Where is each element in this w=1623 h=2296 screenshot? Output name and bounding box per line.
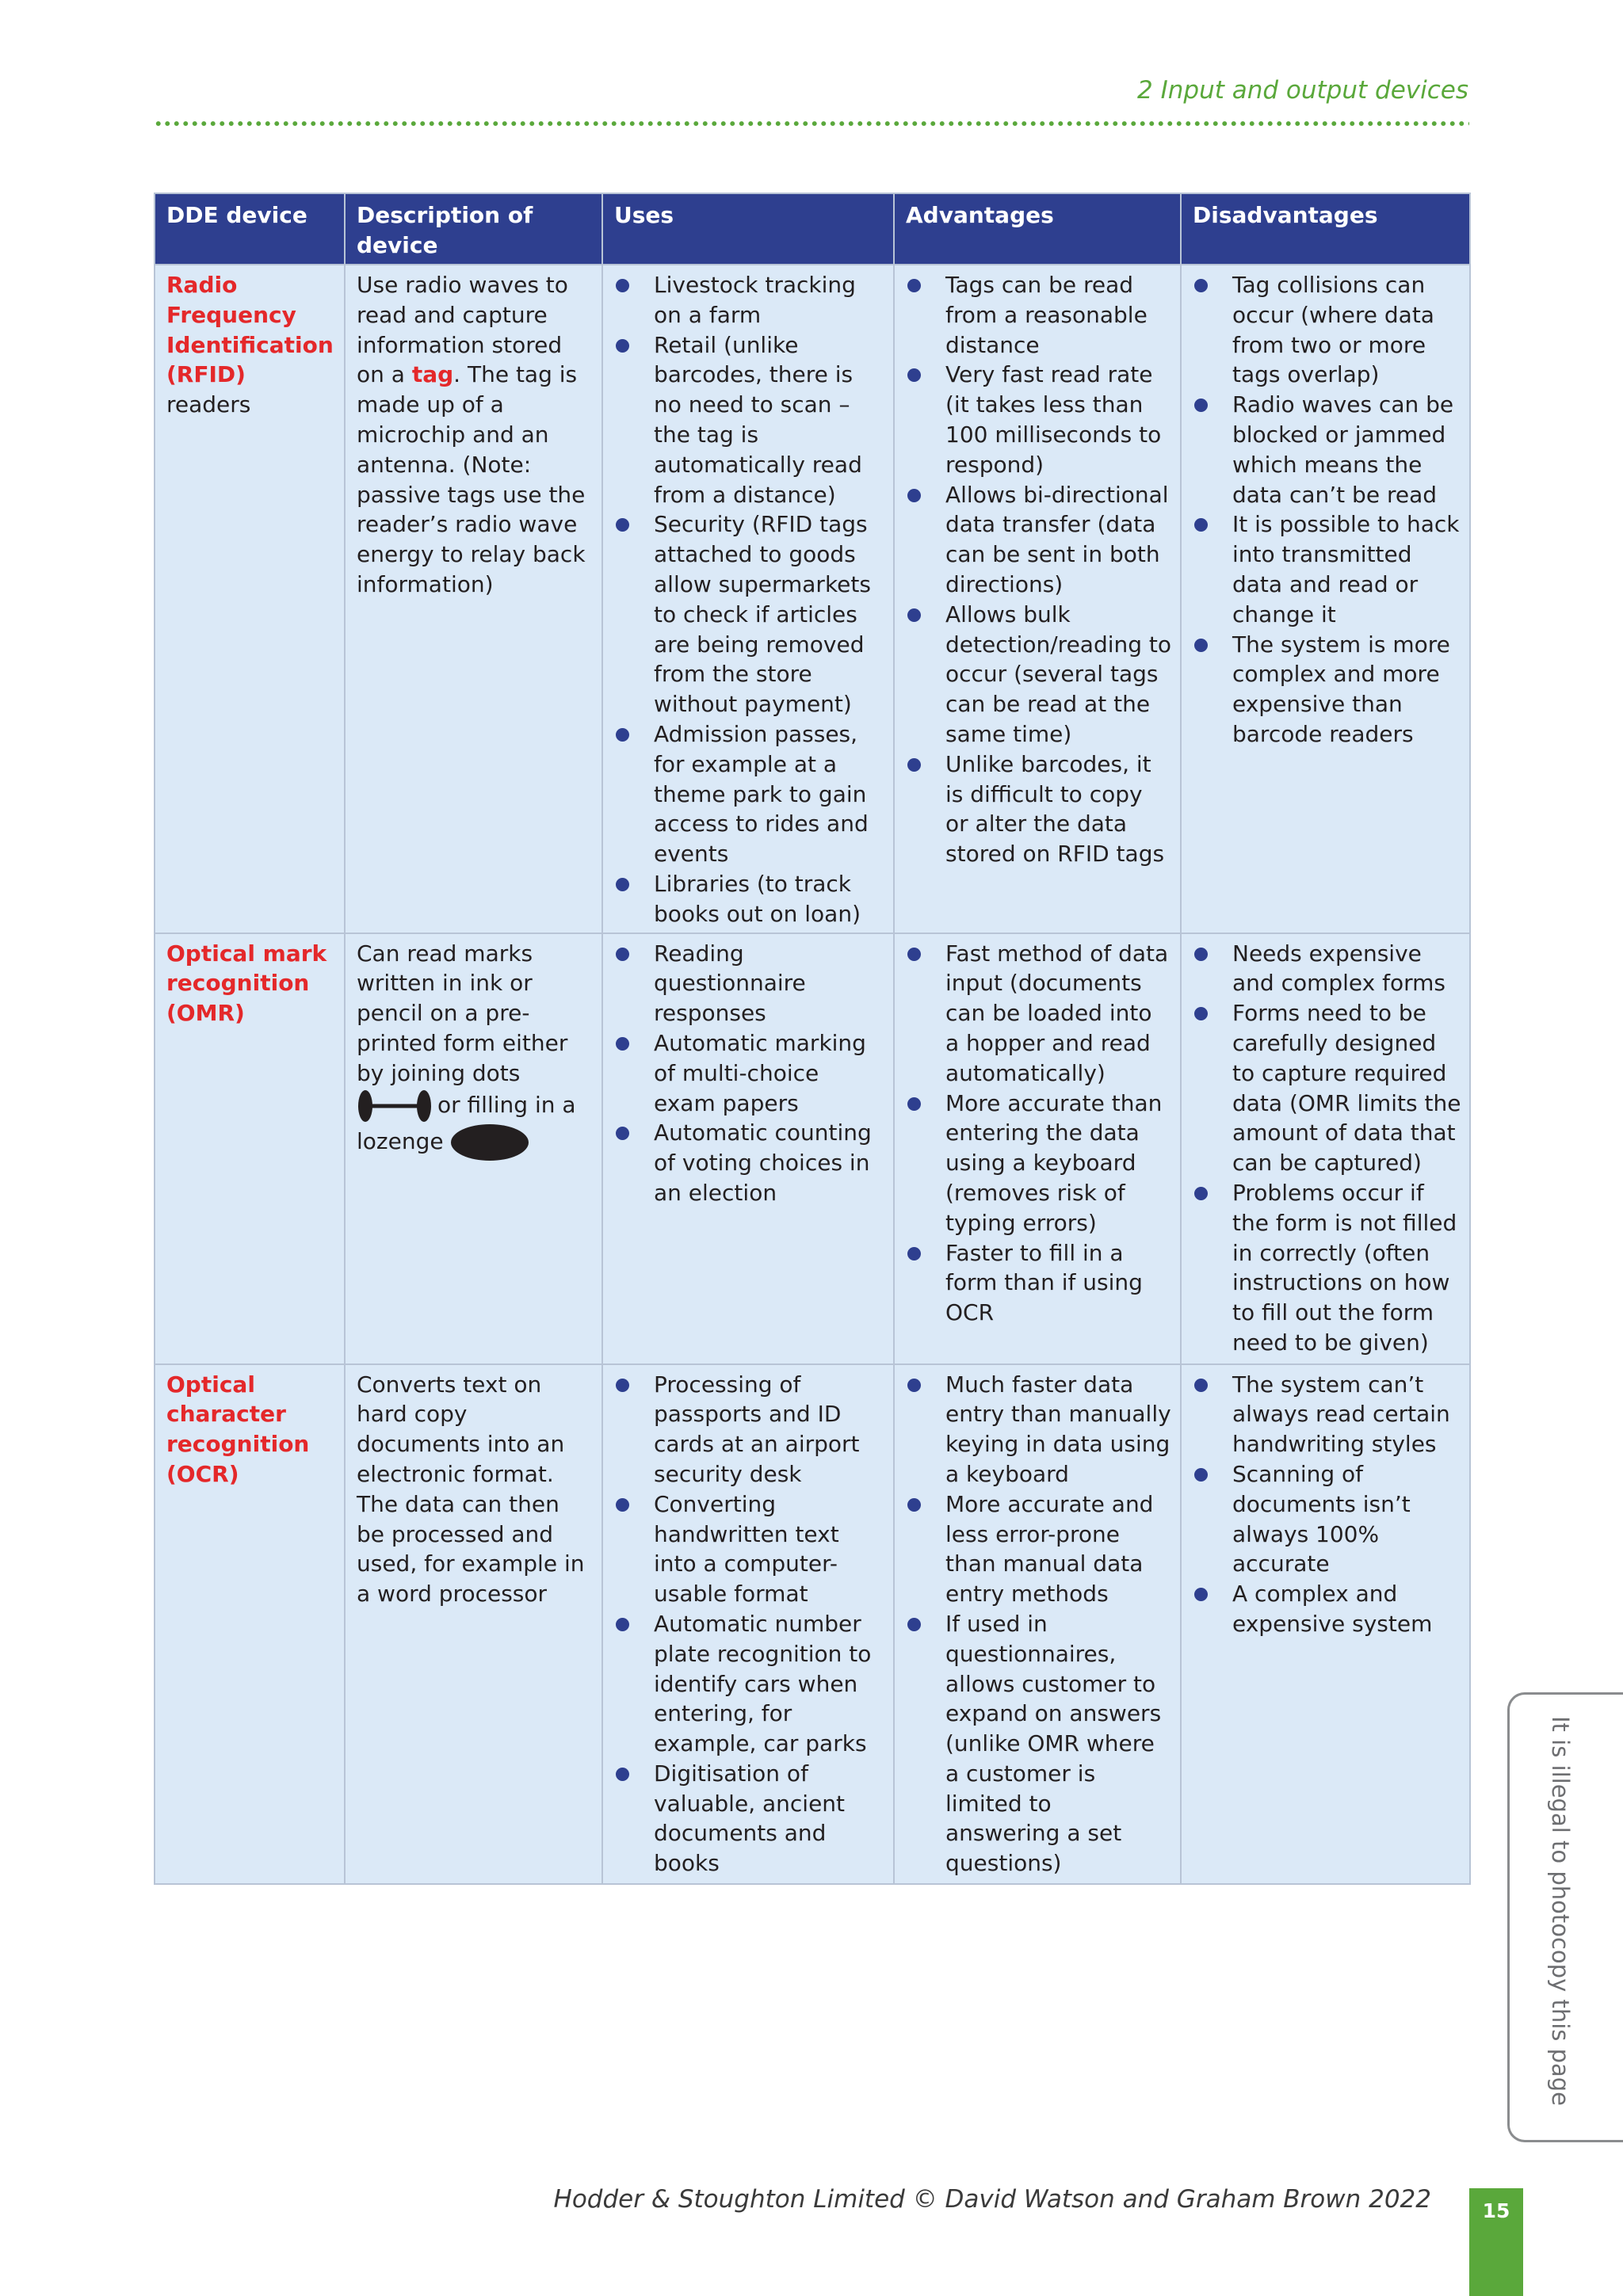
- table-row: [155, 933, 1470, 1364]
- description-text: or filling in a: [437, 1091, 576, 1118]
- page-number: 15: [1469, 2188, 1523, 2296]
- description-text: Can read marks written in ink or pencil on a pre-printed form either by joining dots: [357, 940, 568, 1086]
- list-item: Fast method of data input (documents can be loaded into a hopper and read automatically): [906, 939, 1172, 1089]
- list-item: Needs expensive and complex forms: [1193, 939, 1461, 999]
- device-name: Optical character recognition (OCR): [166, 1371, 310, 1487]
- uses-list: [614, 1370, 885, 1879]
- list-item: The system can’t always read certain handwriting styles: [1193, 1370, 1461, 1459]
- list-item: Automatic number plate recognition to identify cars when entering, for example, car parks: [614, 1609, 885, 1759]
- list-item: Scanning of documents isn’t always 100% accurate: [1193, 1459, 1461, 1579]
- disadvantages-cell: [1181, 1364, 1470, 1884]
- copyright-footer: Hodder & Stoughton Limited © David Watson and Graham Brown 2022: [553, 2185, 1431, 2214]
- table-row: [155, 265, 1470, 933]
- device-cell: [155, 1364, 345, 1884]
- list-item: Problems occur if the form is not filled in correctly (often instructions on how to fill out the form need to be given): [1193, 1178, 1461, 1358]
- description-cell: [345, 1364, 602, 1884]
- device-cell: [155, 933, 345, 1364]
- joined-dots-icon: [357, 1089, 433, 1123]
- uses-cell: [602, 1364, 894, 1884]
- list-item: Converting handwritten text into a computer-usable format: [614, 1489, 885, 1609]
- list-item: Radio waves can be blocked or jammed which means the data can’t be read: [1193, 390, 1461, 509]
- header-dde-device: DDE device: [155, 193, 345, 265]
- table-header-row: [155, 193, 1470, 265]
- list-item: Very fast read rate (it takes less than 100 milliseconds to respond): [906, 360, 1172, 479]
- list-item: More accurate than entering the data using a keyboard (removes risk of typing errors): [906, 1089, 1172, 1238]
- header-disadvantages: Disadvantages: [1181, 193, 1470, 265]
- list-item: Automatic marking of multi-choice exam papers: [614, 1028, 885, 1118]
- description-cell: [345, 933, 602, 1364]
- advantages-list: [906, 1370, 1172, 1879]
- photocopy-notice: It is illegal to photocopy this page: [1547, 1716, 1574, 2107]
- list-item: Allows bulk detection/reading to occur (several tags can be read at the same time): [906, 600, 1172, 749]
- uses-list: [614, 939, 885, 1208]
- list-item: Reading questionnaire responses: [614, 939, 885, 1028]
- list-item: Security (RFID tags attached to goods allow supermarkets to check if articles are being removed from the store without payment): [614, 509, 885, 719]
- header-description: Description of device: [345, 193, 602, 265]
- list-item: Retail (unlike barcodes, there is no need to scan – the tag is automatically read from a distance): [614, 330, 885, 510]
- header-uses: Uses: [602, 193, 894, 265]
- disadvantages-cell: [1181, 265, 1470, 933]
- dde-devices-table: [154, 193, 1471, 1885]
- list-item: Tags can be read from a reasonable distance: [906, 270, 1172, 360]
- uses-list: [614, 270, 885, 929]
- list-item: Libraries (to track books out on loan): [614, 869, 885, 929]
- list-item: Automatic counting of voting choices in an election: [614, 1118, 885, 1207]
- uses-cell: [602, 933, 894, 1364]
- disadvantages-list: [1193, 270, 1461, 749]
- list-item: It is possible to hack into transmitted data and read or change it: [1193, 509, 1461, 629]
- list-item: Admission passes, for example at a theme park to gain access to rides and events: [614, 719, 885, 869]
- list-item: Processing of passports and ID cards at an airport security desk: [614, 1370, 885, 1489]
- disadvantages-list: [1193, 939, 1461, 1358]
- device-name: Optical mark recognition (OMR): [166, 940, 327, 1027]
- list-item: Tag collisions can occur (where data from two or more tags overlap): [1193, 270, 1461, 390]
- disadvantages-cell: [1181, 933, 1470, 1364]
- dotted-divider: [154, 120, 1469, 127]
- list-item: If used in questionnaires, allows customer to expand on answers (unlike OMR where a customer is limited to answering a set questions): [906, 1609, 1172, 1878]
- advantages-list: [906, 939, 1172, 1328]
- list-item: Digitisation of valuable, ancient documents and books: [614, 1759, 885, 1878]
- filled-lozenge-icon: [449, 1123, 531, 1161]
- tag-term: tag: [411, 361, 454, 388]
- description-text: Use radio waves to read and capture information stored on a: [357, 272, 568, 388]
- advantages-cell: [894, 933, 1181, 1364]
- description-cell: [345, 265, 602, 933]
- device-cell: [155, 265, 345, 933]
- chapter-title: 2 Input and output devices: [1137, 76, 1468, 105]
- disadvantages-list: [1193, 1370, 1461, 1639]
- list-item: Faster to fill in a form than if using OCR: [906, 1238, 1172, 1328]
- advantages-cell: [894, 1364, 1181, 1884]
- list-item: The system is more complex and more expensive than barcode readers: [1193, 630, 1461, 749]
- description-text: lozenge: [357, 1127, 444, 1154]
- advantages-list: [906, 270, 1172, 869]
- list-item: More accurate and less error-prone than manual data entry methods: [906, 1489, 1172, 1609]
- table-row: [155, 1364, 1470, 1884]
- list-item: A complex and expensive system: [1193, 1579, 1461, 1639]
- list-item: Forms need to be carefully designed to capture required data (OMR limits the amount of data that can be captured): [1193, 998, 1461, 1178]
- list-item: Unlike barcodes, it is difficult to copy or alter the data stored on RFID tags: [906, 749, 1172, 869]
- description-text: . The tag is made up of a microchip and an antenna. (Note: passive tags use the reader’s radio wave energy to relay back information): [357, 361, 586, 597]
- list-item: Much faster data entry than manually keying in data using a keyboard: [906, 1370, 1172, 1489]
- device-name: Radio Frequency Identification (RFID): [166, 272, 334, 388]
- list-item: Allows bi-directional data transfer (data can be sent in both directions): [906, 480, 1172, 600]
- advantages-cell: [894, 265, 1181, 933]
- device-suffix: readers: [166, 391, 251, 418]
- header-advantages: Advantages: [894, 193, 1181, 265]
- description-text: Converts text on hard copy documents into an electronic format. The data can then be processed and used, for example in a word processor: [357, 1371, 585, 1608]
- uses-cell: [602, 265, 894, 933]
- list-item: Livestock tracking on a farm: [614, 270, 885, 330]
